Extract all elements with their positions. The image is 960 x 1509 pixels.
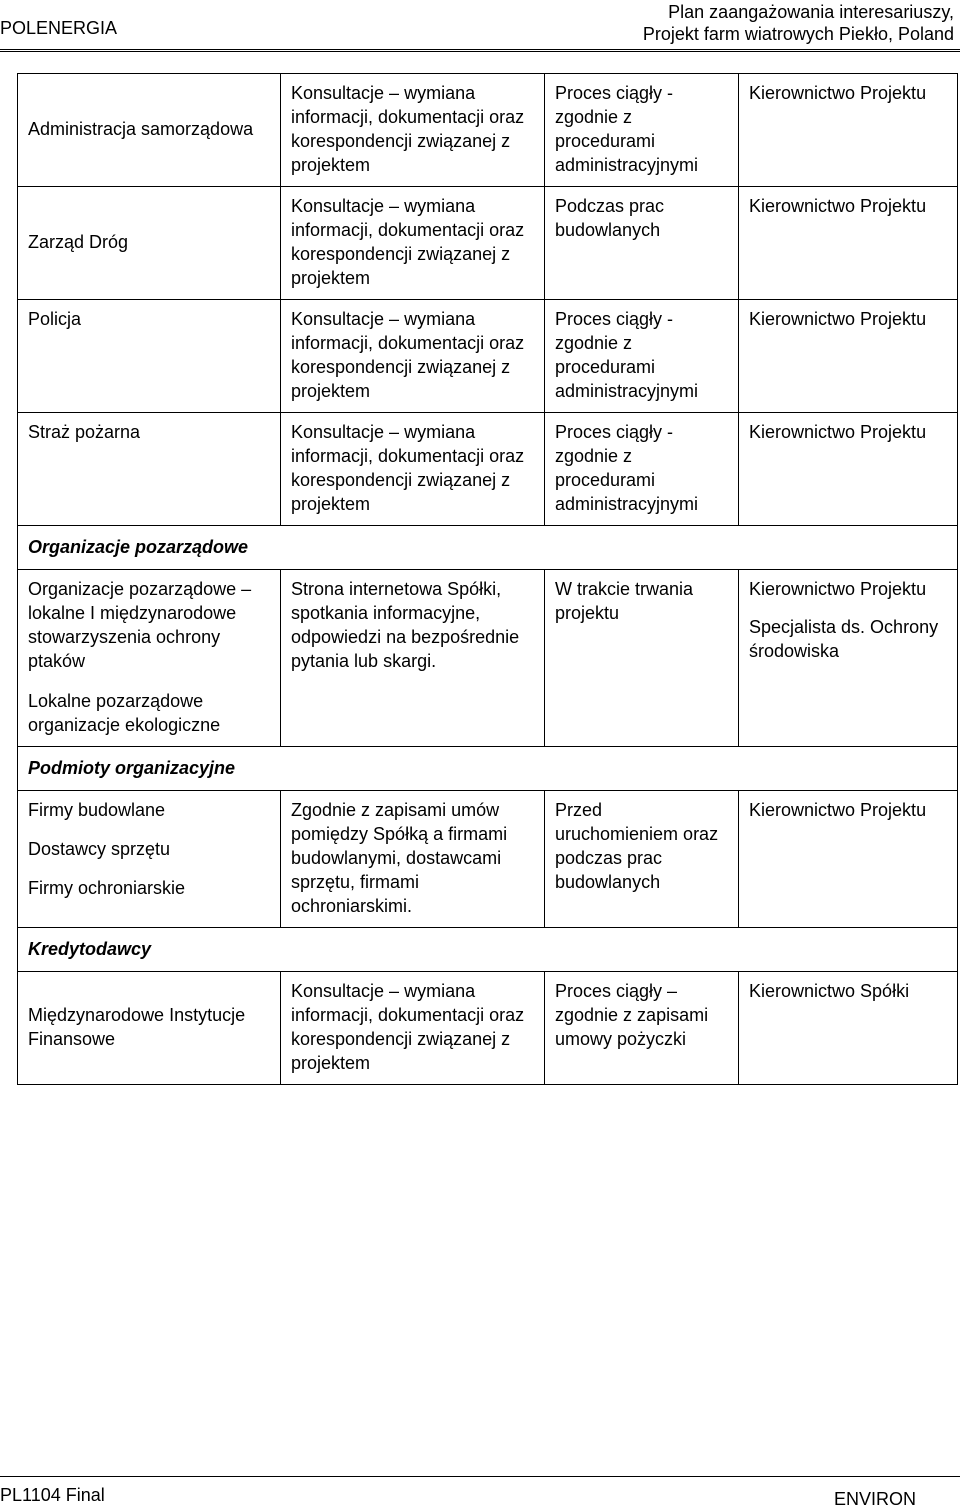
stakeholder-cell: Zarząd Dróg xyxy=(18,187,281,300)
document-title xyxy=(643,1,954,45)
stakeholder-cell: Lokalne pozarządowe organizacje ekologiczne xyxy=(18,682,281,747)
table-row xyxy=(18,74,958,187)
table-row xyxy=(18,300,958,413)
responsible-cell: Kierownictwo Spółki xyxy=(739,972,958,1085)
method-cell: Konsultacje – wymiana informacji, dokumentacji oraz korespondencji związanej z projektem xyxy=(281,187,545,300)
table-row xyxy=(18,972,958,1085)
header-rule xyxy=(0,49,960,50)
method-cell: Konsultacje – wymiana informacji, dokumentacji oraz korespondencji związanej z projektem xyxy=(281,300,545,413)
section-header-row xyxy=(18,747,958,791)
section-header-row xyxy=(18,928,958,972)
stakeholder-construction: Firmy budowlane xyxy=(28,800,166,820)
stakeholder-security: Firmy ochroniarskie xyxy=(28,878,186,898)
timing-cell: Podczas prac budowlanych xyxy=(545,187,739,300)
table-row xyxy=(18,570,958,683)
method-cell: Zgodnie z zapisami umów pomiędzy Spółką a firmami budowlanymi, dostawcami sprzętu, firmami ochroniarskimi. xyxy=(281,791,545,928)
responsible-cell: Kierownictwo Projektu xyxy=(739,187,958,300)
method-cell: Strona internetowa Spółki, spotkania informacyjne, odpowiedzi na bezpośrednie pytania lub skargi. xyxy=(281,570,545,747)
stakeholder-cell: Policja xyxy=(18,300,281,413)
stakeholder-cell: Międzynarodowe Instytucje Finansowe xyxy=(18,972,281,1085)
responsible-cell: Kierownictwo Projektu xyxy=(739,413,958,526)
footer-rule xyxy=(0,1476,960,1477)
table-row xyxy=(18,791,958,928)
timing-cell: Przed uruchomieniem oraz podczas prac budowlanych xyxy=(545,791,739,928)
header-rule-secondary xyxy=(0,51,960,52)
section-header-row xyxy=(18,526,958,570)
table-row xyxy=(18,413,958,526)
footer-brand: ENVIRON xyxy=(834,1489,917,1509)
method-cell: Konsultacje – wymiana informacji, dokumentacji oraz korespondencji związanej z projektem xyxy=(281,413,545,526)
method-cell: Konsultacje – wymiana informacji, dokumentacji oraz korespondencji związanej z projektem xyxy=(281,74,545,187)
responsible-cell: Kierownictwo Projektu xyxy=(739,74,958,187)
section-title-organizational: Podmioty organizacyjne xyxy=(18,747,958,791)
document-id: PL1104 Final xyxy=(0,1485,105,1505)
responsible-primary: Kierownictwo Projektu xyxy=(749,579,927,599)
timing-cell: Proces ciągły – zgodnie z zapisami umowy pożyczki xyxy=(545,972,739,1085)
stakeholder-engagement-table xyxy=(17,73,958,1085)
responsible-secondary: Specjalista ds. Ochrony środowiska xyxy=(749,617,939,661)
stakeholder-cell xyxy=(18,791,281,928)
timing-cell: W trakcie trwania projektu xyxy=(545,570,739,747)
timing-cell: Proces ciągły - zgodnie z procedurami administracyjnymi xyxy=(545,300,739,413)
responsible-cell: Kierownictwo Projektu xyxy=(739,791,958,928)
responsible-cell: Kierownictwo Projektu xyxy=(739,300,958,413)
stakeholder-cell: Administracja samorządowa xyxy=(18,74,281,187)
section-title-ngo: Organizacje pozarządowe xyxy=(18,526,958,570)
timing-cell: Proces ciągły - zgodnie z procedurami administracyjnymi xyxy=(545,413,739,526)
section-title-lenders: Kredytodawcy xyxy=(18,928,958,972)
stakeholder-equipment: Dostawcy sprzętu xyxy=(28,839,171,859)
timing-cell: Proces ciągły - zgodnie z procedurami administracyjnymi xyxy=(545,74,739,187)
stakeholder-cell: Organizacje pozarządowe – lokalne I międzynarodowe stowarzyszenia ochrony ptaków xyxy=(18,570,281,683)
stakeholder-cell: Straż pożarna xyxy=(18,413,281,526)
method-cell: Konsultacje – wymiana informacji, dokumentacji oraz korespondencji związanej z projektem xyxy=(281,972,545,1085)
company-name: POLENERGIA xyxy=(0,18,118,38)
document-title-line-2: Projekt farm wiatrowych Piekło, Poland xyxy=(642,24,954,44)
document-title-line-1: Plan zaangażowania interesariuszy, xyxy=(668,2,954,22)
responsible-cell xyxy=(739,570,958,747)
table-row xyxy=(18,187,958,300)
